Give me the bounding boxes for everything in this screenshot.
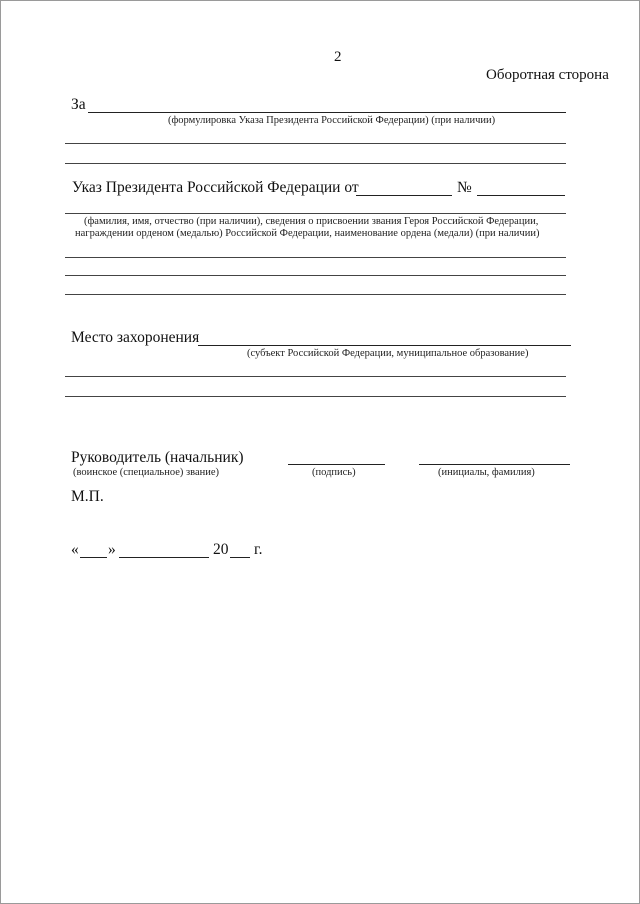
person-info-caption-line-1: (фамилия, имя, отчество (при наличии), сведения о присвоении звания Героя Российской Федерации, (84, 216, 539, 227)
person-info-field-line-3[interactable] (65, 275, 566, 276)
initials-surname-caption: (инициалы, фамилия) (438, 467, 535, 478)
signature-field[interactable] (288, 464, 385, 465)
date-year-prefix: 20 (213, 541, 229, 558)
decree-number-field[interactable] (477, 195, 565, 196)
date-month-field[interactable] (119, 557, 209, 558)
decree-number-label: № (457, 179, 472, 196)
decree-wording-field-line-3[interactable] (65, 163, 566, 164)
for-label: За (71, 96, 86, 113)
person-info-field-line-4[interactable] (65, 294, 566, 295)
person-info-field-line-2[interactable] (65, 257, 566, 258)
head-title-label: Руководитель (начальник) (71, 449, 244, 466)
rank-caption: (воинское (специальное) звание) (73, 467, 220, 478)
decree-wording-field-line-2[interactable] (65, 143, 566, 144)
burial-place-field-line-2[interactable] (65, 376, 566, 377)
burial-place-field-line-3[interactable] (65, 396, 566, 397)
side-label: Оборотная сторона (486, 67, 609, 83)
burial-place-caption: (субъект Российской Федерации, муниципальное образование) (247, 348, 529, 359)
seal-place-label: М.П. (71, 488, 104, 505)
date-day-field[interactable] (80, 557, 107, 558)
burial-place-field[interactable] (198, 345, 571, 346)
initials-surname-field[interactable] (419, 464, 570, 465)
decree-wording-field[interactable] (88, 112, 566, 113)
date-close-quote: » (108, 541, 116, 558)
person-info-caption-line-2: награждении орденом (медалью) Российской Федерации, наименование ордена (медали) (при наличии) (75, 228, 540, 239)
page-number: 2 (334, 49, 342, 65)
signature-caption: (подпись) (312, 467, 356, 478)
date-year-suffix: г. (254, 541, 263, 558)
decree-date-field[interactable] (356, 195, 452, 196)
decree-from-label: Указ Президента Российской Федерации от (72, 179, 359, 196)
burial-place-label: Место захоронения (71, 329, 200, 346)
decree-wording-caption: (формулировка Указа Президента Российской Федерации) (при наличии) (168, 115, 496, 126)
person-info-field[interactable] (65, 213, 566, 214)
date-year-field[interactable] (230, 557, 250, 558)
date-open-quote: « (71, 541, 79, 558)
